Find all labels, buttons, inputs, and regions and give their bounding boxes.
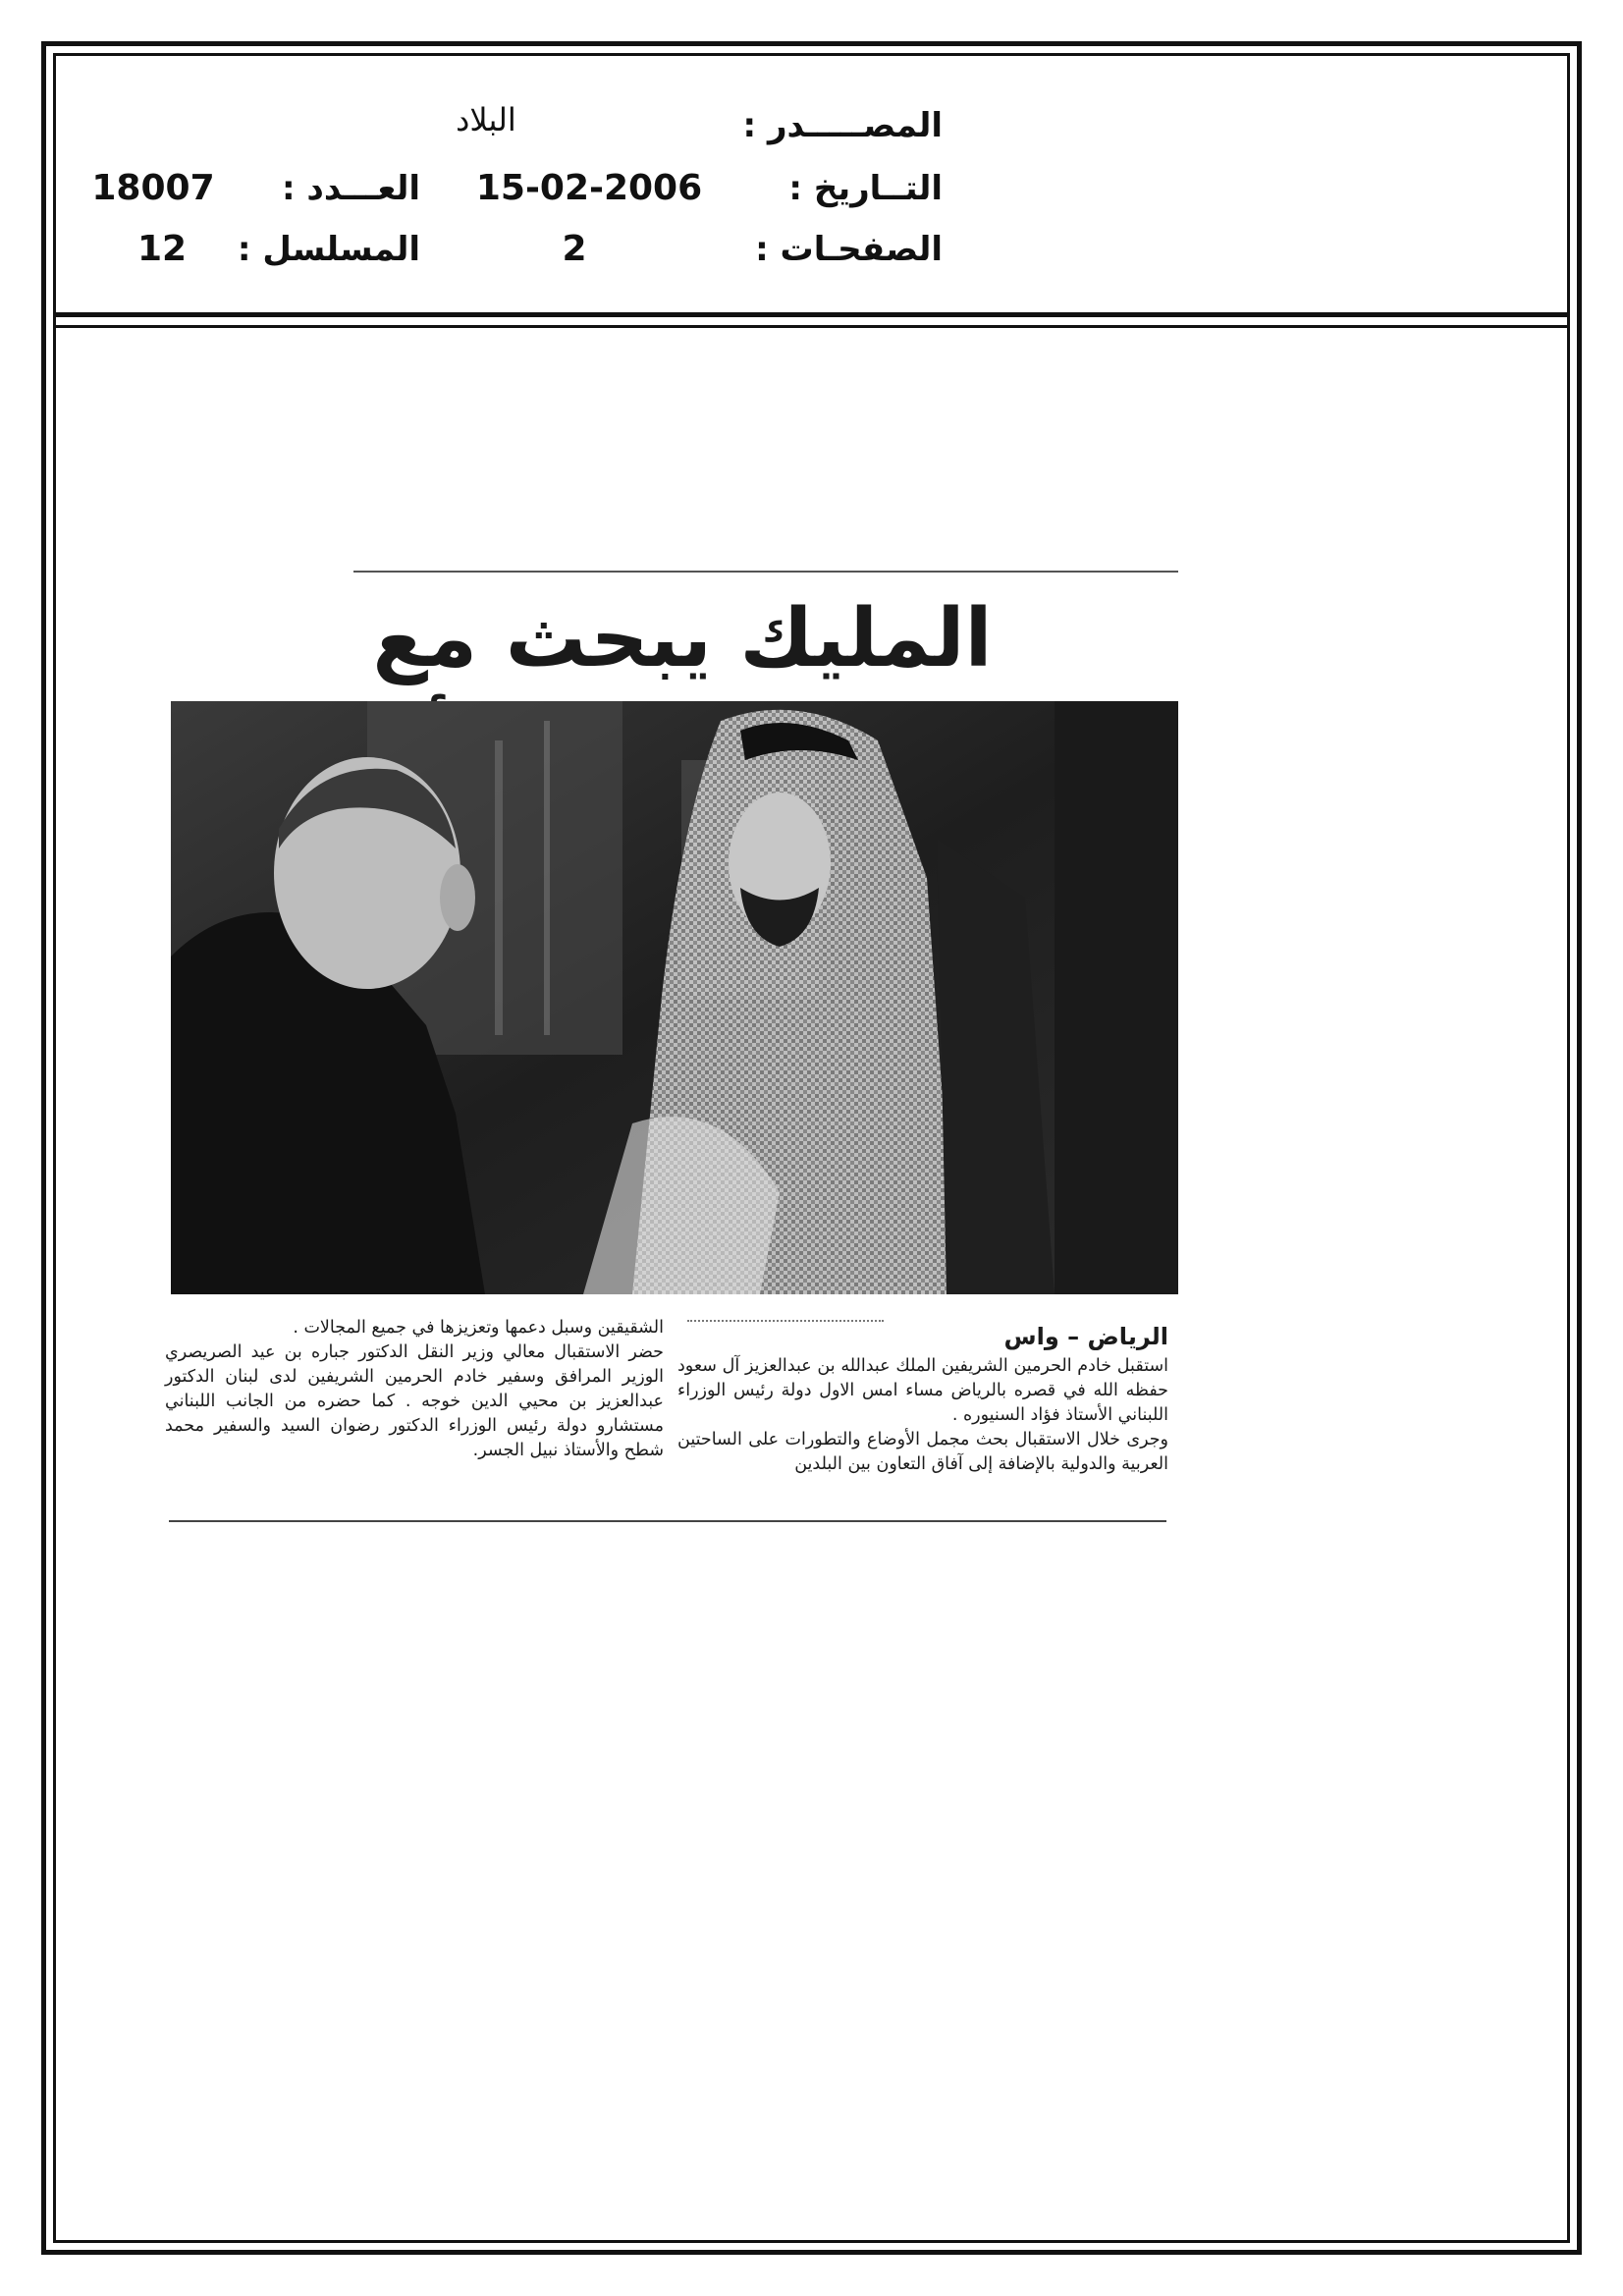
serial-label: المسلسل : — [237, 230, 420, 269]
issue-label: العـــدد : — [282, 169, 420, 208]
article-paragraph: الشقيقين وسبل دعمها وتعزيزها في جميع المجالات . — [293, 1318, 664, 1338]
serial-value: 12 — [136, 229, 188, 269]
header-divider — [53, 312, 1570, 317]
date-label: التــاريخ : — [788, 169, 943, 208]
clipping-bottom-rule — [169, 1520, 1166, 1522]
source-value: البلاد — [456, 101, 516, 138]
article-left-column — [165, 1316, 664, 1463]
article-paragraph: استقبل خادم الحرمين الشريفين الملك عبدالله بن عبدالعزيز آل سعود حفظه الله في قصره بالرياض مساء امس الاول دولة رئيس الوزراء اللبناني الأستاذ فؤاد السنيوره . — [677, 1356, 1168, 1425]
clipping-top-rule — [353, 571, 1178, 573]
issue-value: 18007 — [91, 168, 215, 208]
article-right-column — [677, 1321, 1168, 1477]
article-headline: المليك يبحث مع — [372, 592, 993, 685]
header-divider-inner — [53, 325, 1570, 328]
article-dateline: الرياض – واس — [1003, 1323, 1168, 1350]
article-paragraph: حضر الاستقبال معالي وزير النقل الدكتور جباره بن عيد الصريصري الوزير المرافق وسفير خادم الحرمين الشريفين لدى لبنان الدكتور عبدالعزيز بن محيي الدين خوجه . كما حضره من الجانب اللبناني مستشارو دولة رئيس الوزراء الدكتور رضوان السيد والسفير محمد شطح والأستاذ نبيل الجسر. — [165, 1342, 664, 1460]
pages-value: 2 — [562, 229, 587, 269]
article-paragraph: وجرى خلال الاستقبال بحث مجمل الأوضاع والتطورات على الساحتين العربية والدولية بالإضافة إلى آفاق التعاون بين البلدين — [677, 1430, 1168, 1474]
photo-illustration — [171, 701, 1178, 1294]
date-value: 15-02-2006 — [475, 168, 703, 208]
article-photo — [171, 701, 1178, 1294]
source-label: المصـــــدر : — [742, 106, 943, 145]
pages-label: الصفحـات : — [755, 230, 943, 269]
